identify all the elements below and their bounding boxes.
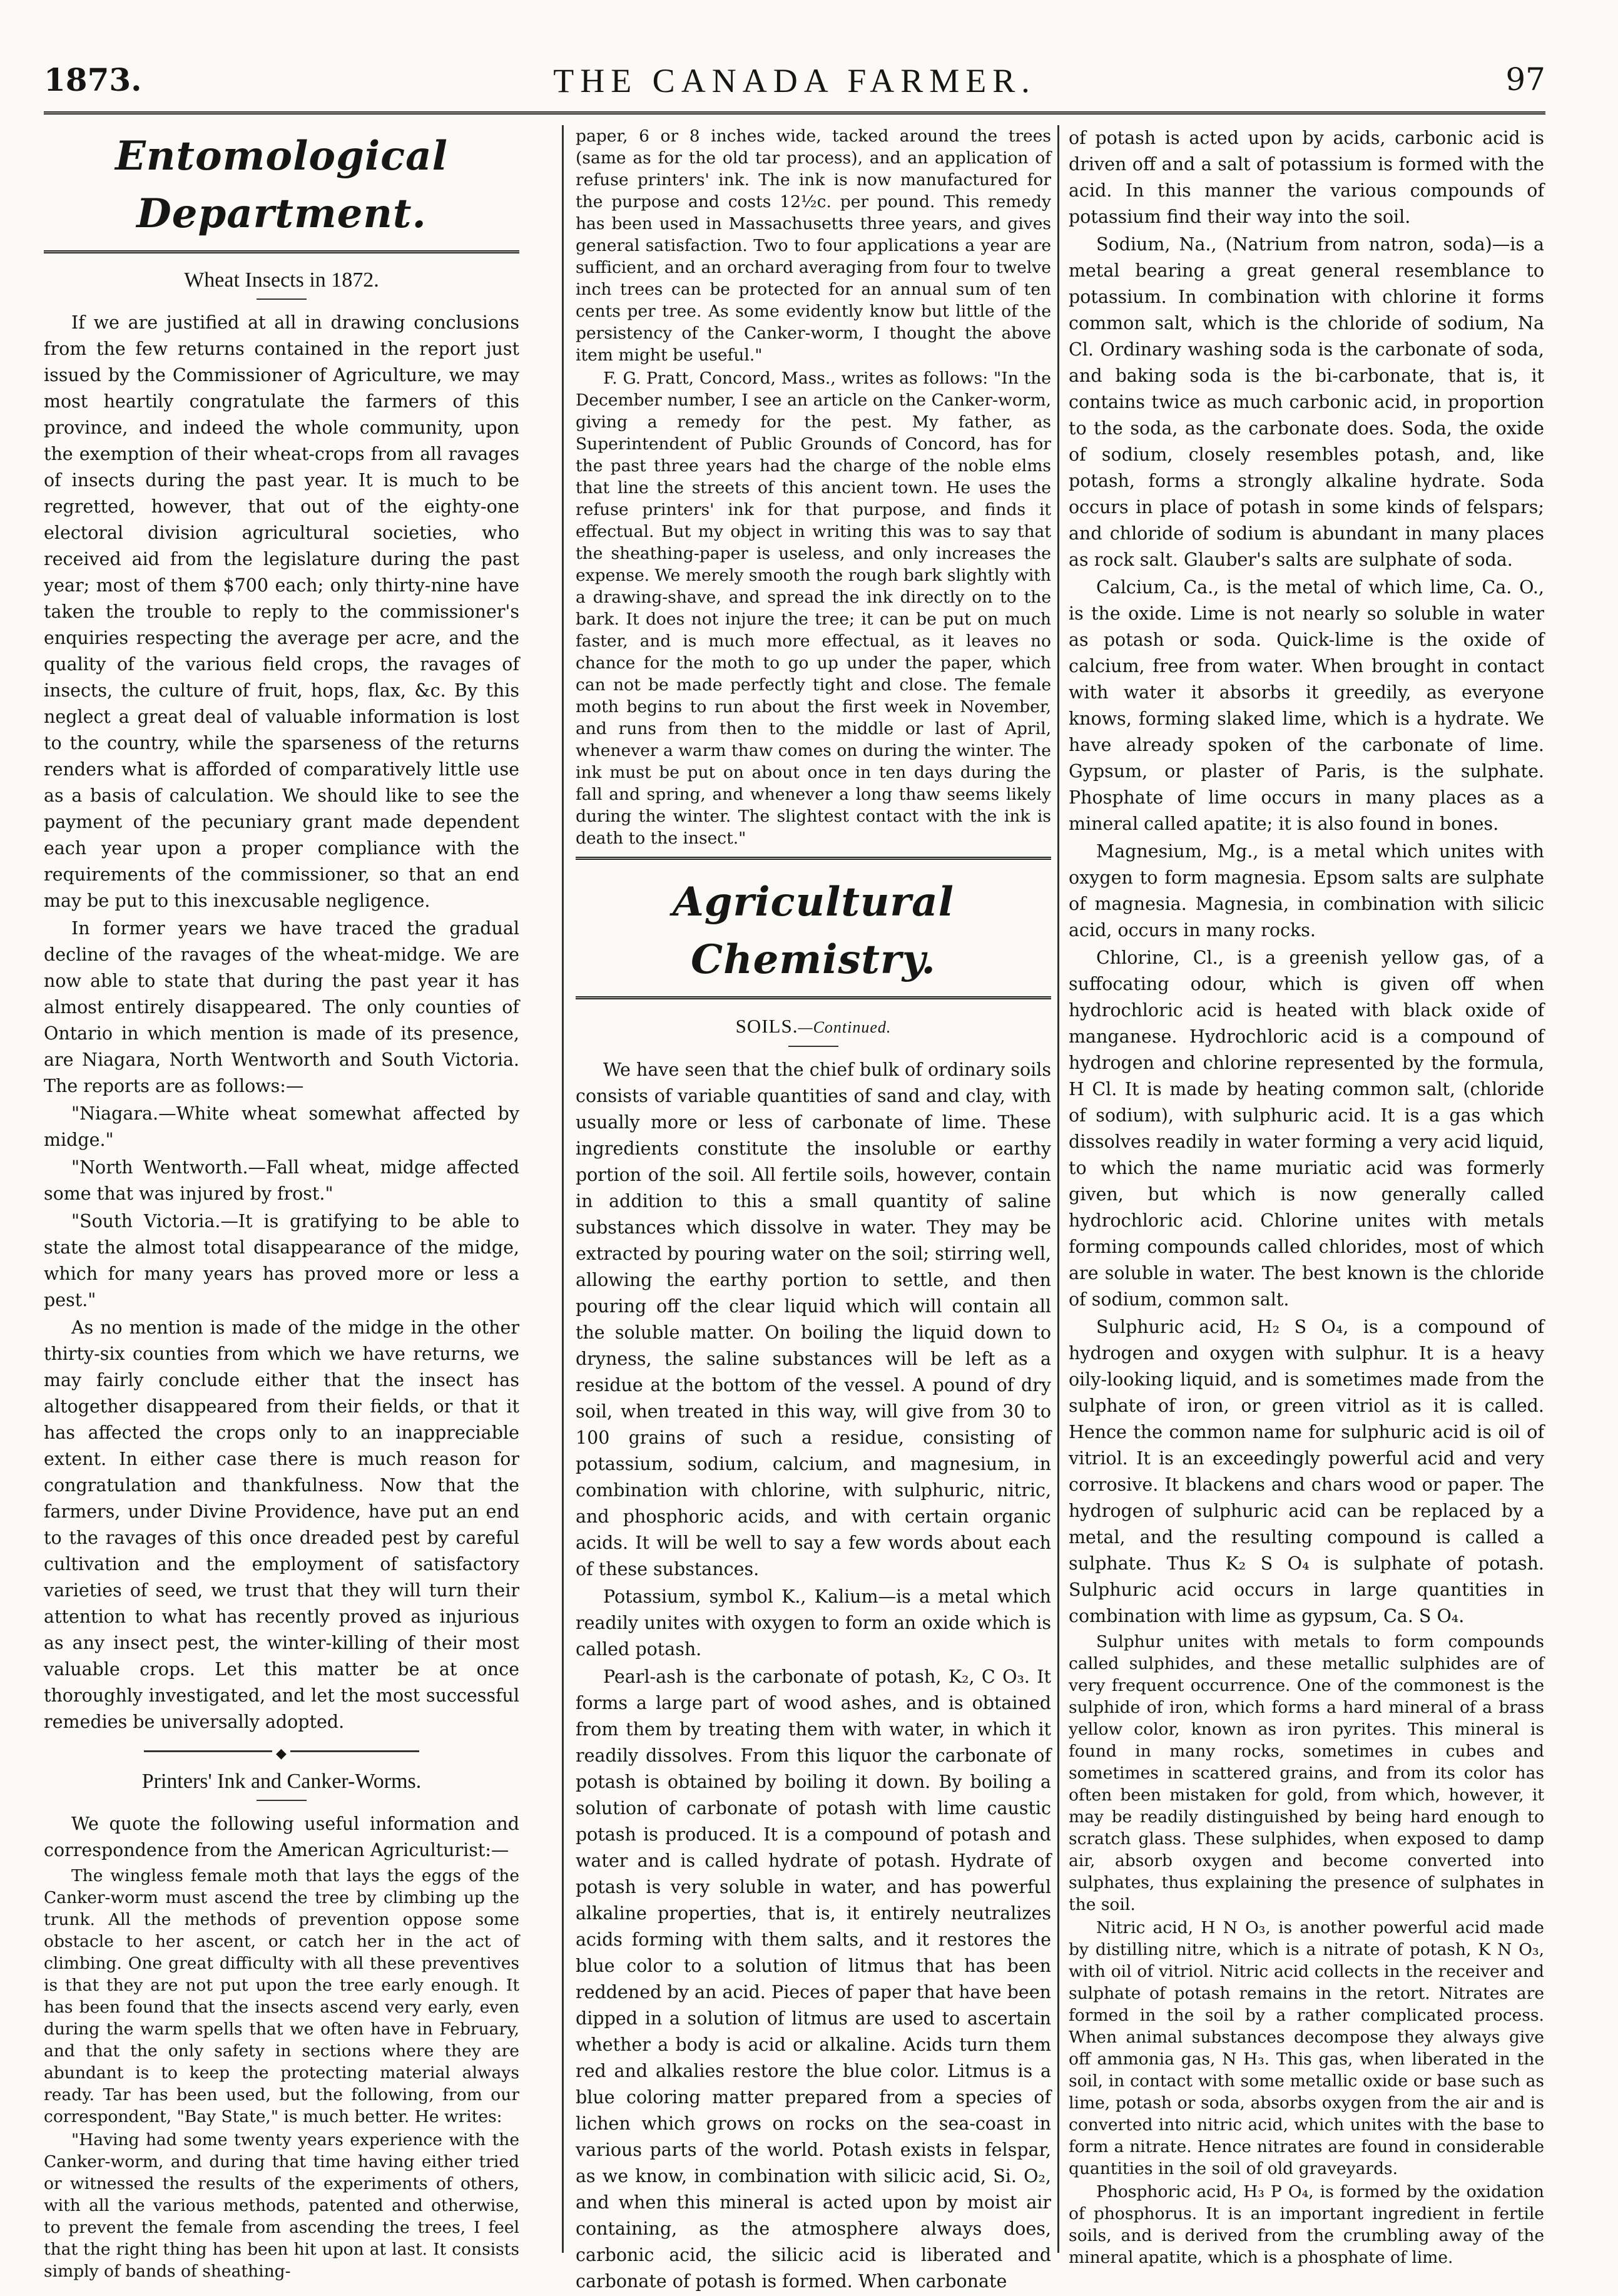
department-heading-entomological: Entomological Department. [115, 133, 448, 237]
article-title-wheat-insects: Wheat Insects in 1872. [184, 268, 379, 292]
double-rule [576, 996, 1051, 1002]
paragraph: In former years we have traced the gradual decline of the ravages of the wheat-midge. We are now able to state that during the past year it has almost entirely disappeared. The only counties of Ontario in which mention is made of its presence, are Niagara, North Wentworth and South Victoria. The reports are as follows:— [44, 918, 519, 1096]
masthead [44, 61, 1545, 103]
paragraph: Sulphur unites with metals to form compounds called sulphides, and these metallic sulphides are of very frequent occurrence. One of the commonest is the sulphide of iron, which forms a hard mineral of a brass yellow color, known as iron pyrites. This mineral is found in many rocks, sometimes in cubes and sometimes in scattered grains, and from its color has often been mistaken for gold, from which, however, it may be readily distinguished by being hard enough to scratch glass. These sulphides, when exposed to damp air, absorb oxygen and become converted into sulphates, thus explaining the presence of sulphates in the soil. [1069, 1632, 1544, 1914]
department-heading-agricultural-chemistry: Agricultural Chemistry. [673, 879, 954, 983]
paragraph: "Having had some twenty years experience with the Canker-worm, and during that time having either tried or witnessed the results of the experiments of others, with all the various methods, patented and otherwise, to prevent the female from ascending the trees, I feel that the right thing has been hit upon at last. It consists simply of bands of sheathing- [44, 2130, 519, 2281]
article-title-printers-ink: Printers' Ink and Canker-Worms. [141, 1770, 422, 1793]
paragraph: Chlorine, Cl., is a greenish yellow gas, of a suffocating odour, which is given off when hydrochloric acid is heated with black oxide of manganese. Hydrochloric acid is a compound of hydrogen and chlorine represented by the formula, H Cl. It is made by heating common salt, (chloride of sodium), with sulphuric acid. It is a gas which dissolves readily in water forming a very acid liquid, to which the name muriatic acid was formerly given, but which is now generally called hydrochloric acid. Chlorine unites with metals forming compounds called chlorides, most of which are soluble in water. The best known is the chloride of sodium, common salt. [1069, 947, 1544, 1310]
paragraph: If we are justified at all in drawing conclusions from the few returns contained in the report just issued by the Commissioner of Agriculture, we may most heartily congratulate the farmers of this province, and indeed the whole community, upon the exemption of their wheat-crops from all ravages of insects during the past year. It is much to be regretted, however, that out of the eighty-one electoral division agricultural societies, who received aid from the legislature during the past year; most of them $700 each; only thirty-nine have taken the trouble to reply to the commissioner's enquiries respecting the average per acre, and the quality of the various field crops, the ravages of insects, the culture of fruit, hops, flax, &c. By this neglect a great deal of valuable information is lost to the country, while the sparseness of the returns renders what is afforded of comparatively little use as a basis of calculation. We should like to see the payment of the pecuniary grant made dependent each year upon a proper compliance with the requirements of the commissioner, so that an end may be put to this inexcusable negligence. [44, 312, 519, 911]
column-3 [1069, 125, 1544, 2270]
paragraph: Sulphuric acid, H₂ S O₄, is a compound of hydrogen and oxygen with sulphur. It is a heavy oily-looking liquid, and is sometimes made from the sulphate of iron, or green vitriol as it is called. Hence the common name for sulphuric acid is oil of vitriol. It is an exceedingly powerful acid and very corrosive. It blackens and chars wood or paper. The hydrogen of sulphuric acid can be replaced by a metal, and the resulting compound is called a sulphate. Thus K₂ S O₄ is sulphate of potash. Sulphuric acid occurs in large quantities in combination with lime as gypsum, Ca. S O₄. [1069, 1317, 1544, 1626]
masthead-year: 1873. [44, 61, 142, 98]
paragraph: As no mention is made of the midge in the other thirty-six counties from which we have returns, we may fairly conclude either that the insect has altogether disappeared from their fields, or that it has affected the crops only to an inappreciable extent. In either case there is much reason for congratulation and thankfulness. Now that the farmers, under Divine Providence, have put an end to the ravages of this once dreaded pest by careful cultivation and the employment of satisfactory varieties of seed, we trust that they will turn their attention to what has recently proved as injurious as any insect pest, the winter-killing of their most valuable crops. Let this matter be at once thoroughly investigated, and let the most successful remedies be universally adopted. [44, 1317, 519, 1732]
paragraph: Magnesium, Mg., is a metal which unites with oxygen to form magnesia. Epsom salts are sulphate of magnesia. Magnesia, in combination with silicic acid, occurs in many rocks. [1069, 841, 1544, 941]
double-rule [576, 857, 1051, 862]
column-divider [562, 125, 564, 2253]
short-rule [257, 1800, 307, 1801]
article-title-soils [576, 1013, 1051, 1041]
paragraph: We have seen that the chief bulk of ordinary soils consists of variable quantities of sand and clay, with usually more or less of carbonate of lime. These ingredients constitute the insoluble or earthy portion of the soil. All fertile soils, however, contain in addition to this a small quantity of saline substances which dissolve in water. They may be extracted by pouring water on the soil; stirring well, allowing the earthy portion to settle, and then pouring off the clear liquid which will contain all the soluble matter. On boiling the liquid down to dryness, the saline substances will be left as a residue at the bottom of the vessel. A pound of dry soil, when treated in this way, will give from 30 to 100 grains of such a residue, consisting of potassium, sodium, calcium, and magnesium, in combination with chlorine, with sulphuric, nitric, and phosphoric acids, and with certain organic acids. It will be well to say a few words about each of these substances. [576, 1059, 1051, 1579]
quote: "Niagara.—White wheat somewhat affected by midge." [44, 1103, 519, 1150]
paragraph: Potassium, symbol K., Kalium—is a metal which readily unites with oxygen to form an oxide which is called potash. [576, 1586, 1051, 1660]
page-number: 97 [1505, 61, 1545, 98]
paragraph: of potash is acted upon by acids, carbonic acid is driven off and a salt of potassium is formed with the acid. In this manner the various compounds of potassium find their way into the soil. [1069, 128, 1544, 227]
paragraph: paper, 6 or 8 inches wide, tacked around the trees (same as for the old tar process), and an application of refuse printers' ink. The ink is now manufactured for the purpose and costs 12½c. per pound. This remedy has been used in Massachusetts three years, and gives general satisfaction. Two to four applications a year are sufficient, and an orchard averaging from four to twelve inch trees can be protected for an annual sum of ten cents per tree. As some evidently know but little of the persistency of the Canker-worm, I thought the above item might be useful." [576, 126, 1051, 365]
paragraph: Phosphoric acid, H₃ P O₄, is formed by the oxidation of phosphorus. It is an important ingredient in fertile soils, and is derived from the crumbling away of the mineral apatite, which is a phosphate of lime. [1069, 2182, 1544, 2267]
paragraph: We quote the following useful information and correspondence from the American Agriculturist:— [44, 1814, 519, 1860]
paragraph: Calcium, Ca., is the metal of which lime, Ca. O., is the oxide. Lime is not nearly so soluble in water as potash or soda. Quick-lime is the oxide of calcium, free from water. When brought in contact with water it absorbs it greedily, as everyone knows, forming slaked lime, which is a hydrate. We have already spoken of the carbonate of lime. Gypsum, or plaster of Paris, is the sulphate. Phosphate of lime occurs in many places as a mineral called apatite; it is also found in bones. [1069, 577, 1544, 834]
column-2 [576, 125, 1051, 2296]
double-rule [44, 250, 519, 256]
ornamental-divider [144, 1750, 419, 1753]
masthead-title: THE CANADA FARMER. [553, 62, 1036, 99]
paragraph: Nitric acid, H N O₃, is another powerful acid made by distilling nitre, which is a nitrate of potash, K N O₃, with oil of vitriol. Nitric acid collects in the receiver and sulphate of potash remains in the retort. Nitrates are formed in the soil by a rather complicated process. When animal substances decompose they always give off ammonia gas, N H₃. This gas, when liberated in the soil, in contact with some metallic oxide or base such as lime, potash or soda, absorbs oxygen from the air and is converted into nitric acid, which unites with the base to form a nitrate. Hence nitrates are found in considerable quantities in the soil of old graveyards. [1069, 1918, 1544, 2178]
soils-title: SOILS. [735, 1015, 798, 1037]
paragraph: Sodium, Na., (Natrium from natron, soda)—is a metal bearing a great general resemblance to potassium. In combination with chlorine it forms common salt, which is the chloride of sodium, Na Cl. Ordinary washing soda is the carbonate of soda, and baking soda is the bi-carbonate, that is, it contains twice as much carbonic acid, in proportion to the soda, as the carbonate does. Soda, the oxide of sodium, closely resembles potash, and, like potash, forms a strongly alkaline hydrate. Soda occurs in place of potash in some kinds of felspars; and chloride of sodium is abundant in many places as rock salt. Glauber's salts are sulphate of soda. [1069, 234, 1544, 570]
column-1 [44, 125, 519, 2283]
short-rule [257, 298, 307, 300]
paragraph: F. G. Pratt, Concord, Mass., writes as follows: "In the December number, I see an article on the Canker-worm, giving a remedy for the pest. My father, as Superintendent of Public Grounds of Concord, has for the past three years had the charge of the noble elms that line the streets of this ancient town. He uses the refuse printers' ink for that purpose, and finds it effectual. But my object in writing this was to say that the sheathing-paper is useless, and only increases the expense. We merely smooth the rough bark slightly with a drawing-shave, and spread the ink directly on to the bark. It does not injure the tree; it can be put on much faster, and is much more effectual, as it leaves no chance for the moth to go up under the paper, which can not be made perfectly tight and close. The female moth begins to run about the first week in November, and runs from then to the middle or last of April, whenever a warm thaw comes on during the winter. The ink must be put on about once in ten days during the fall and spring, and whenever a long thaw seems likely during the winter. The slightest contact with the ink is death to the insect." [576, 369, 1051, 848]
quote: "North Wentworth.—Fall wheat, midge affected some that was injured by frost." [44, 1157, 519, 1204]
masthead-rule [44, 111, 1545, 118]
soils-continued: —Continued. [798, 1018, 892, 1036]
paragraph: The wingless female moth that lays the eggs of the Canker-worm must ascend the tree by climbing up the trunk. All the methods of prevention oppose some obstacle to her ascent, or catch her in the act of climbing. One great difficulty with all these preventives is that they are not put upon the tree early enough. It has been found that the insects ascend very early, even during the warm spells that we often have in February, and that the only safety in sections where they are abundant is to keep the protecting material always ready. Tar has been used, but the following, from our correspondent, "Bay State," is much better. He writes: [44, 1866, 519, 2126]
quote: "South Victoria.—It is gratifying to be able to state the almost total disappearance of the midge, which for many years has proved more or less a pest." [44, 1211, 519, 1310]
short-rule [788, 1046, 838, 1047]
column-divider [1057, 125, 1059, 2253]
paragraph: Pearl-ash is the carbonate of potash, K₂, C O₃. It forms a large part of wood ashes, and is obtained from them by treating them with water, in which it readily dissolves. From this liquor the carbonate of potash is obtained by boiling it down. By boiling a solution of carbonate of potash with lime caustic potash is produced. It is a compound of potash and water and is called hydrate of potash. Hydrate of potash is very soluble in water, and has powerful alkaline properties, that is, it entirely neutralizes acids forming with them salts, and it restores the blue color to a solution of litmus that has been reddened by an acid. Pieces of paper that have been dipped in a solution of litmus are used to ascertain whether a body is acid or alkaline. Acids turn them red and alkalies restore the blue color. Litmus is a blue coloring matter prepared from a species of lichen which grows on rocks on the sea-coast in various parts of the world. Potash exists in felspar, as we know, in combination with silicic acid, Si. O₂, and when this mineral is acted upon by moist air containing, as the atmosphere always does, carbonic acid, the silicic acid is liberated and carbonate of potash is formed. When carbonate [576, 1666, 1051, 2292]
